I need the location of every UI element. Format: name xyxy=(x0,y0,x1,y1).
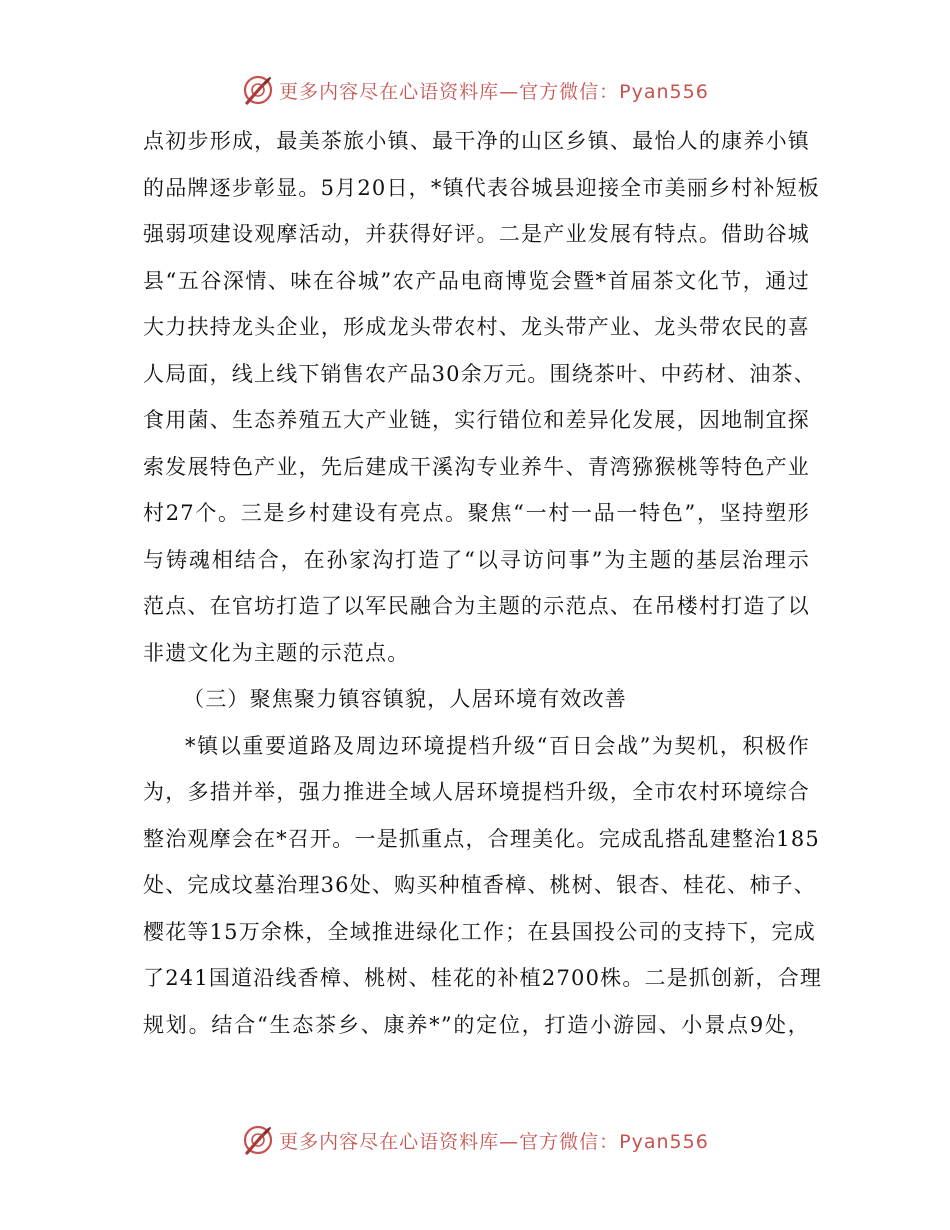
watermark-header xyxy=(0,68,950,112)
body-line: 大力扶持龙头企业，形成龙头带农村、龙头带产业、龙头带农民的喜 xyxy=(143,315,810,339)
body-line: 索发展特色产业，先后建成干溪沟专业养牛、青湾猕猴桃等特色产业 xyxy=(143,454,810,479)
body-line: 村27个。三是乡村建设有亮点。聚焦“一村一品一特色”，坚持塑形 xyxy=(143,501,810,525)
brush-logo-icon xyxy=(241,1123,275,1157)
body-line: 县“五谷深情、味在谷城”农产品电商博览会暨*首届茶文化节，通过 xyxy=(143,268,810,293)
body-line: 点初步形成，最美茶旅小镇、最干净的山区乡镇、最怡人的康养小镇 xyxy=(143,129,810,153)
body-line: 强弱项建设观摩活动，并获得好评。二是产业发展有特点。借助谷城 xyxy=(143,222,810,246)
body-line: 非遗文化为主题的示范点。 xyxy=(143,640,410,665)
watermark-text: 更多内容尽在心语资料库—官方微信：Pyan556 xyxy=(279,80,709,103)
document-body xyxy=(143,118,823,1048)
body-line: 的品牌逐步彰显。5月20日，*镇代表谷城县迎接全市美丽乡村补短板 xyxy=(143,175,820,200)
section-heading: （三）聚焦聚力镇容镇貌，人居环境有效改善 xyxy=(183,687,627,711)
body-line: 处、完成坟墓治理36处、购买种植香樟、桃树、银杏、桂花、柿子、 xyxy=(143,873,816,897)
brush-logo-icon xyxy=(241,73,275,107)
paragraph-first-line: *镇以重要道路及周边环境提档升级“百日会战”为契机，积极作 xyxy=(185,733,810,758)
body-line: 为，多措并举，强力推进全域人居环境提档升级，全市农村环境综合 xyxy=(143,780,810,804)
body-line: 与铸魂相结合，在孙家沟打造了“以寻访问事”为主题的基层治理示 xyxy=(143,547,810,572)
body-line: 范点、在官坊打造了以军民融合为主题的示范点、在吊楼村打造了以 xyxy=(143,594,810,618)
body-line: 人局面，线上线下销售农产品30余万元。围绕茶叶、中药材、油茶、 xyxy=(143,361,816,386)
body-line: 了241国道沿线香樟、桃树、桂花的补植2700株。二是抓创新，合理 xyxy=(143,966,823,990)
body-line: 樱花等15万余株，全域推进绿化工作；在县国投公司的支持下，完成 xyxy=(143,919,816,944)
watermark-text: 更多内容尽在心语资料库—官方微信：Pyan556 xyxy=(279,1130,709,1153)
body-line: 食用菌、生态养殖五大产业链，实行错位和差异化发展，因地制宜探 xyxy=(143,408,810,432)
watermark-footer xyxy=(0,1118,950,1162)
body-line: 整治观摩会在*召开。一是抓重点，合理美化。完成乱搭乱建整治185 xyxy=(143,826,820,851)
body-line: 规划。结合“生态茶乡、康养*”的定位，打造小游园、小景点9处， xyxy=(143,1012,810,1037)
